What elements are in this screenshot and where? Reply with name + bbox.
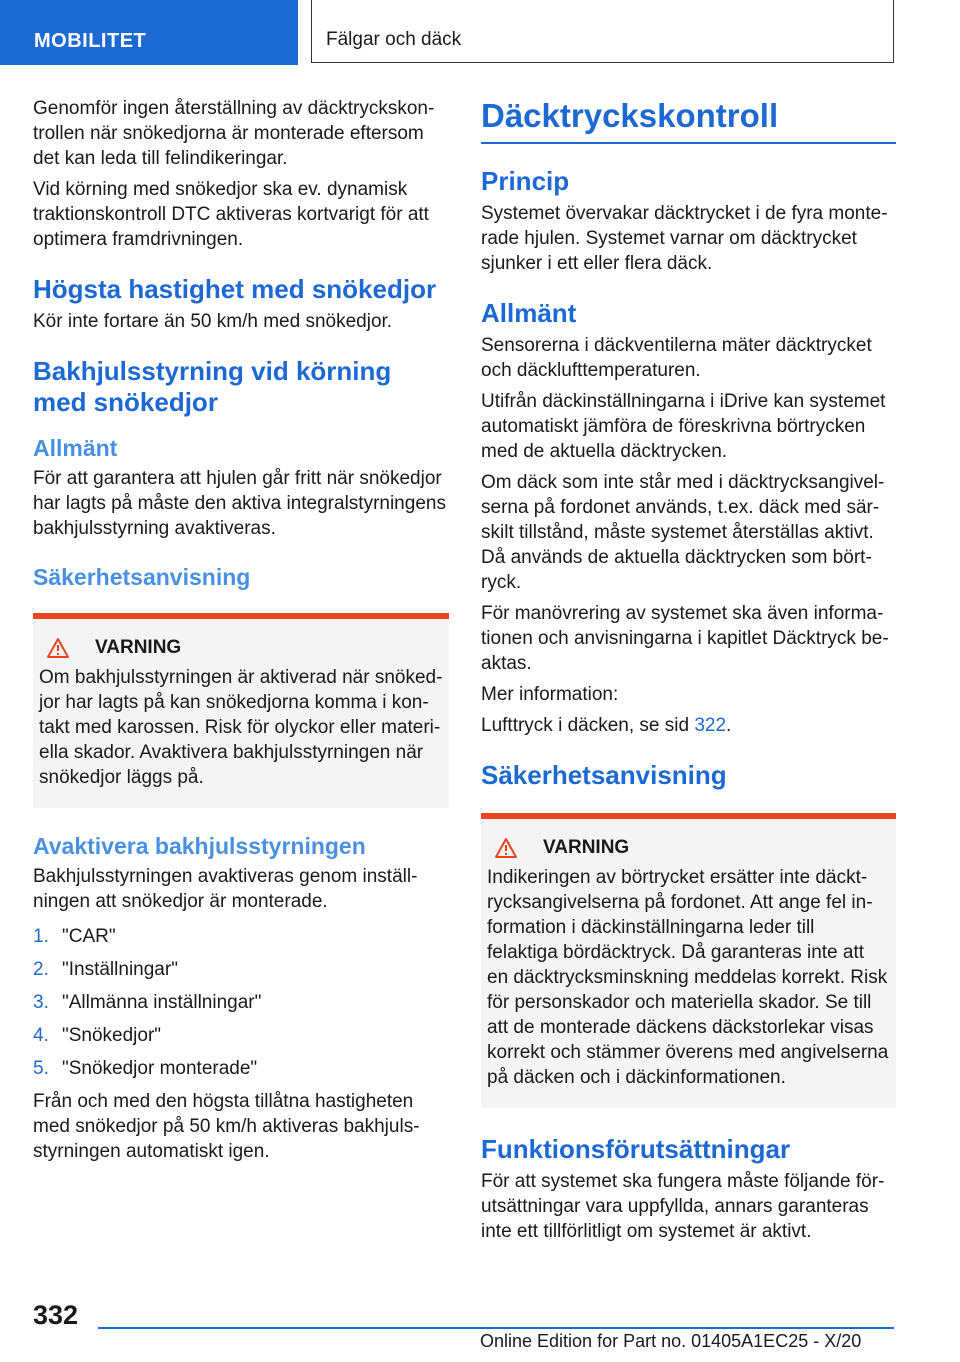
chapter-title: Fälgar och däck (311, 0, 894, 63)
warning-label: VARNING (95, 637, 182, 658)
paragraph: Kör inte fortare än 50 km/h med snökedjor. (33, 311, 393, 332)
paragraph: Om däck som inte står med i däcktrycksangivelserna på fordonet används, t.ex. däck med särskilt tillstånd, måste systemet återställas aktivt. Då används de aktuella däcktrycken som börtryck. (481, 472, 885, 593)
warning-triangle-icon (495, 838, 517, 858)
paragraph: Bakhjulsstyrningen avaktiveras genom inställningen att snökedjor är monterade. (33, 866, 418, 912)
warning-label: VARNING (543, 837, 630, 858)
warning-header (47, 637, 443, 659)
step-number: 3. (33, 992, 49, 1013)
reference-end: . (726, 715, 732, 736)
step-number: 5. (33, 1058, 49, 1079)
step-text: "Inställningar" (62, 959, 178, 980)
page-reference-link[interactable]: 322 (694, 715, 727, 736)
paragraph: Sensorerna i däckventilerna mäter däcktrycket och däcklufttemperaturen. (481, 335, 872, 381)
paragraph: För att garantera att hjulen går fritt när snökedjor har lagts på måste den aktiva integralstyrningens bakhjulsstyrning avaktiveras. (33, 468, 446, 539)
step-number: 4. (33, 1025, 49, 1046)
list-item (33, 924, 449, 949)
step-number: 1. (33, 926, 49, 947)
list-item (33, 957, 449, 982)
list-item (33, 990, 449, 1015)
page-title: Däcktryckskontroll (481, 96, 896, 144)
paragraph: För att systemet ska fungera måste följande förutsättningar vara uppfyllda, annars garanteras inte ett tillförlitligt om systemet är aktivt. (481, 1171, 885, 1242)
step-text: "Snökedjor monterade" (62, 1058, 258, 1079)
warning-text: Indikeringen av börtrycket ersätter inte däcktrycksangivelserna på fordonet. Att ange fel information i däckinställningarna leder till felaktiga bördäcktryck. Då garanteras inte att en däcktrycksminskning meddelas korrekt. Risk för personskador och materiella skador. Se till att de monterade däckens däckstorlekar visas korrekt och stämmer överens med angivelserna på däcken och i däckinformationen. (487, 867, 889, 1088)
warning-box (33, 613, 449, 808)
warning-triangle-icon (47, 638, 69, 658)
paragraph: Från och med den högsta tillåtna hastigheten med snökedjor på 50 km/h aktiveras bakhjulsstyrningen automatiskt igen. (33, 1091, 420, 1162)
reference-text: Lufttryck i däcken, se sid (481, 715, 695, 736)
heading-function-requirements: Funktionsförutsättningar (481, 1134, 791, 1164)
reference-paragraph (481, 713, 896, 738)
footer-divider (98, 1327, 894, 1329)
step-text: "CAR" (62, 926, 116, 947)
paragraph: Utifrån däckinställningarna i iDrive kan systemet automatiskt jämföra de föreskrivna börtrycken med de aktuella däcktrycken. (481, 391, 886, 462)
paragraph: Mer information: (481, 684, 619, 705)
step-text: "Allmänna inställningar" (62, 992, 262, 1013)
paragraph: För manövrering av systemet ska även informationen och anvisningarna i kapitlet Däcktryck beaktas. (481, 603, 889, 674)
warning-text: Om bakhjulsstyrningen är aktiverad när snökedjor har lagts på kan snökedjorna komma i kontakt med karossen. Risk för olyckor eller materiella skador. Avaktivera bakhjulsstyrningen när snökedjor läggs på. (39, 667, 443, 788)
paragraph: Vid körning med snökedjor ska ev. dynamisk traktionskontroll DTC aktiveras kortvarigt för att optimera framdrivningen. (33, 179, 429, 250)
heading-safety: Säkerhetsanvisning (33, 564, 251, 590)
heading-general: Allmänt (481, 298, 577, 328)
left-column (33, 96, 449, 1170)
heading-safety: Säkerhetsanvisning (481, 760, 727, 790)
step-number: 2. (33, 959, 49, 980)
paragraph: Systemet övervakar däcktrycket i de fyra monterade hjulen. Systemet varnar om däcktrycket sjunker i ett eller flera däck. (481, 203, 888, 274)
heading-deactivate: Avaktivera bakhjulsstyrningen (33, 833, 366, 859)
right-column (481, 96, 896, 1250)
heading-max-speed: Högsta hastighet med snökedjor (33, 274, 437, 304)
step-text: "Snökedjor" (62, 1025, 162, 1046)
section-tab: MOBILITET (0, 0, 298, 65)
steps-list (33, 924, 449, 1081)
warning-box (481, 813, 896, 1108)
heading-principle: Princip (481, 166, 570, 196)
list-item (33, 1023, 449, 1048)
heading-general: Allmänt (33, 435, 118, 461)
paragraph: Genomför ingen återställning av däcktryckskontrollen när snökedjorna är monterade eftersom det kan leda till felindikeringar. (33, 98, 435, 169)
page-number: 332 (33, 1300, 79, 1330)
list-item (33, 1056, 449, 1081)
heading-rear-steering: Bakhjulsstyrning vid körning med snökedjor (33, 356, 392, 417)
warning-header (495, 837, 890, 859)
footer-edition: Online Edition for Part no. 01405A1EC25 - X/20 (480, 1331, 862, 1351)
